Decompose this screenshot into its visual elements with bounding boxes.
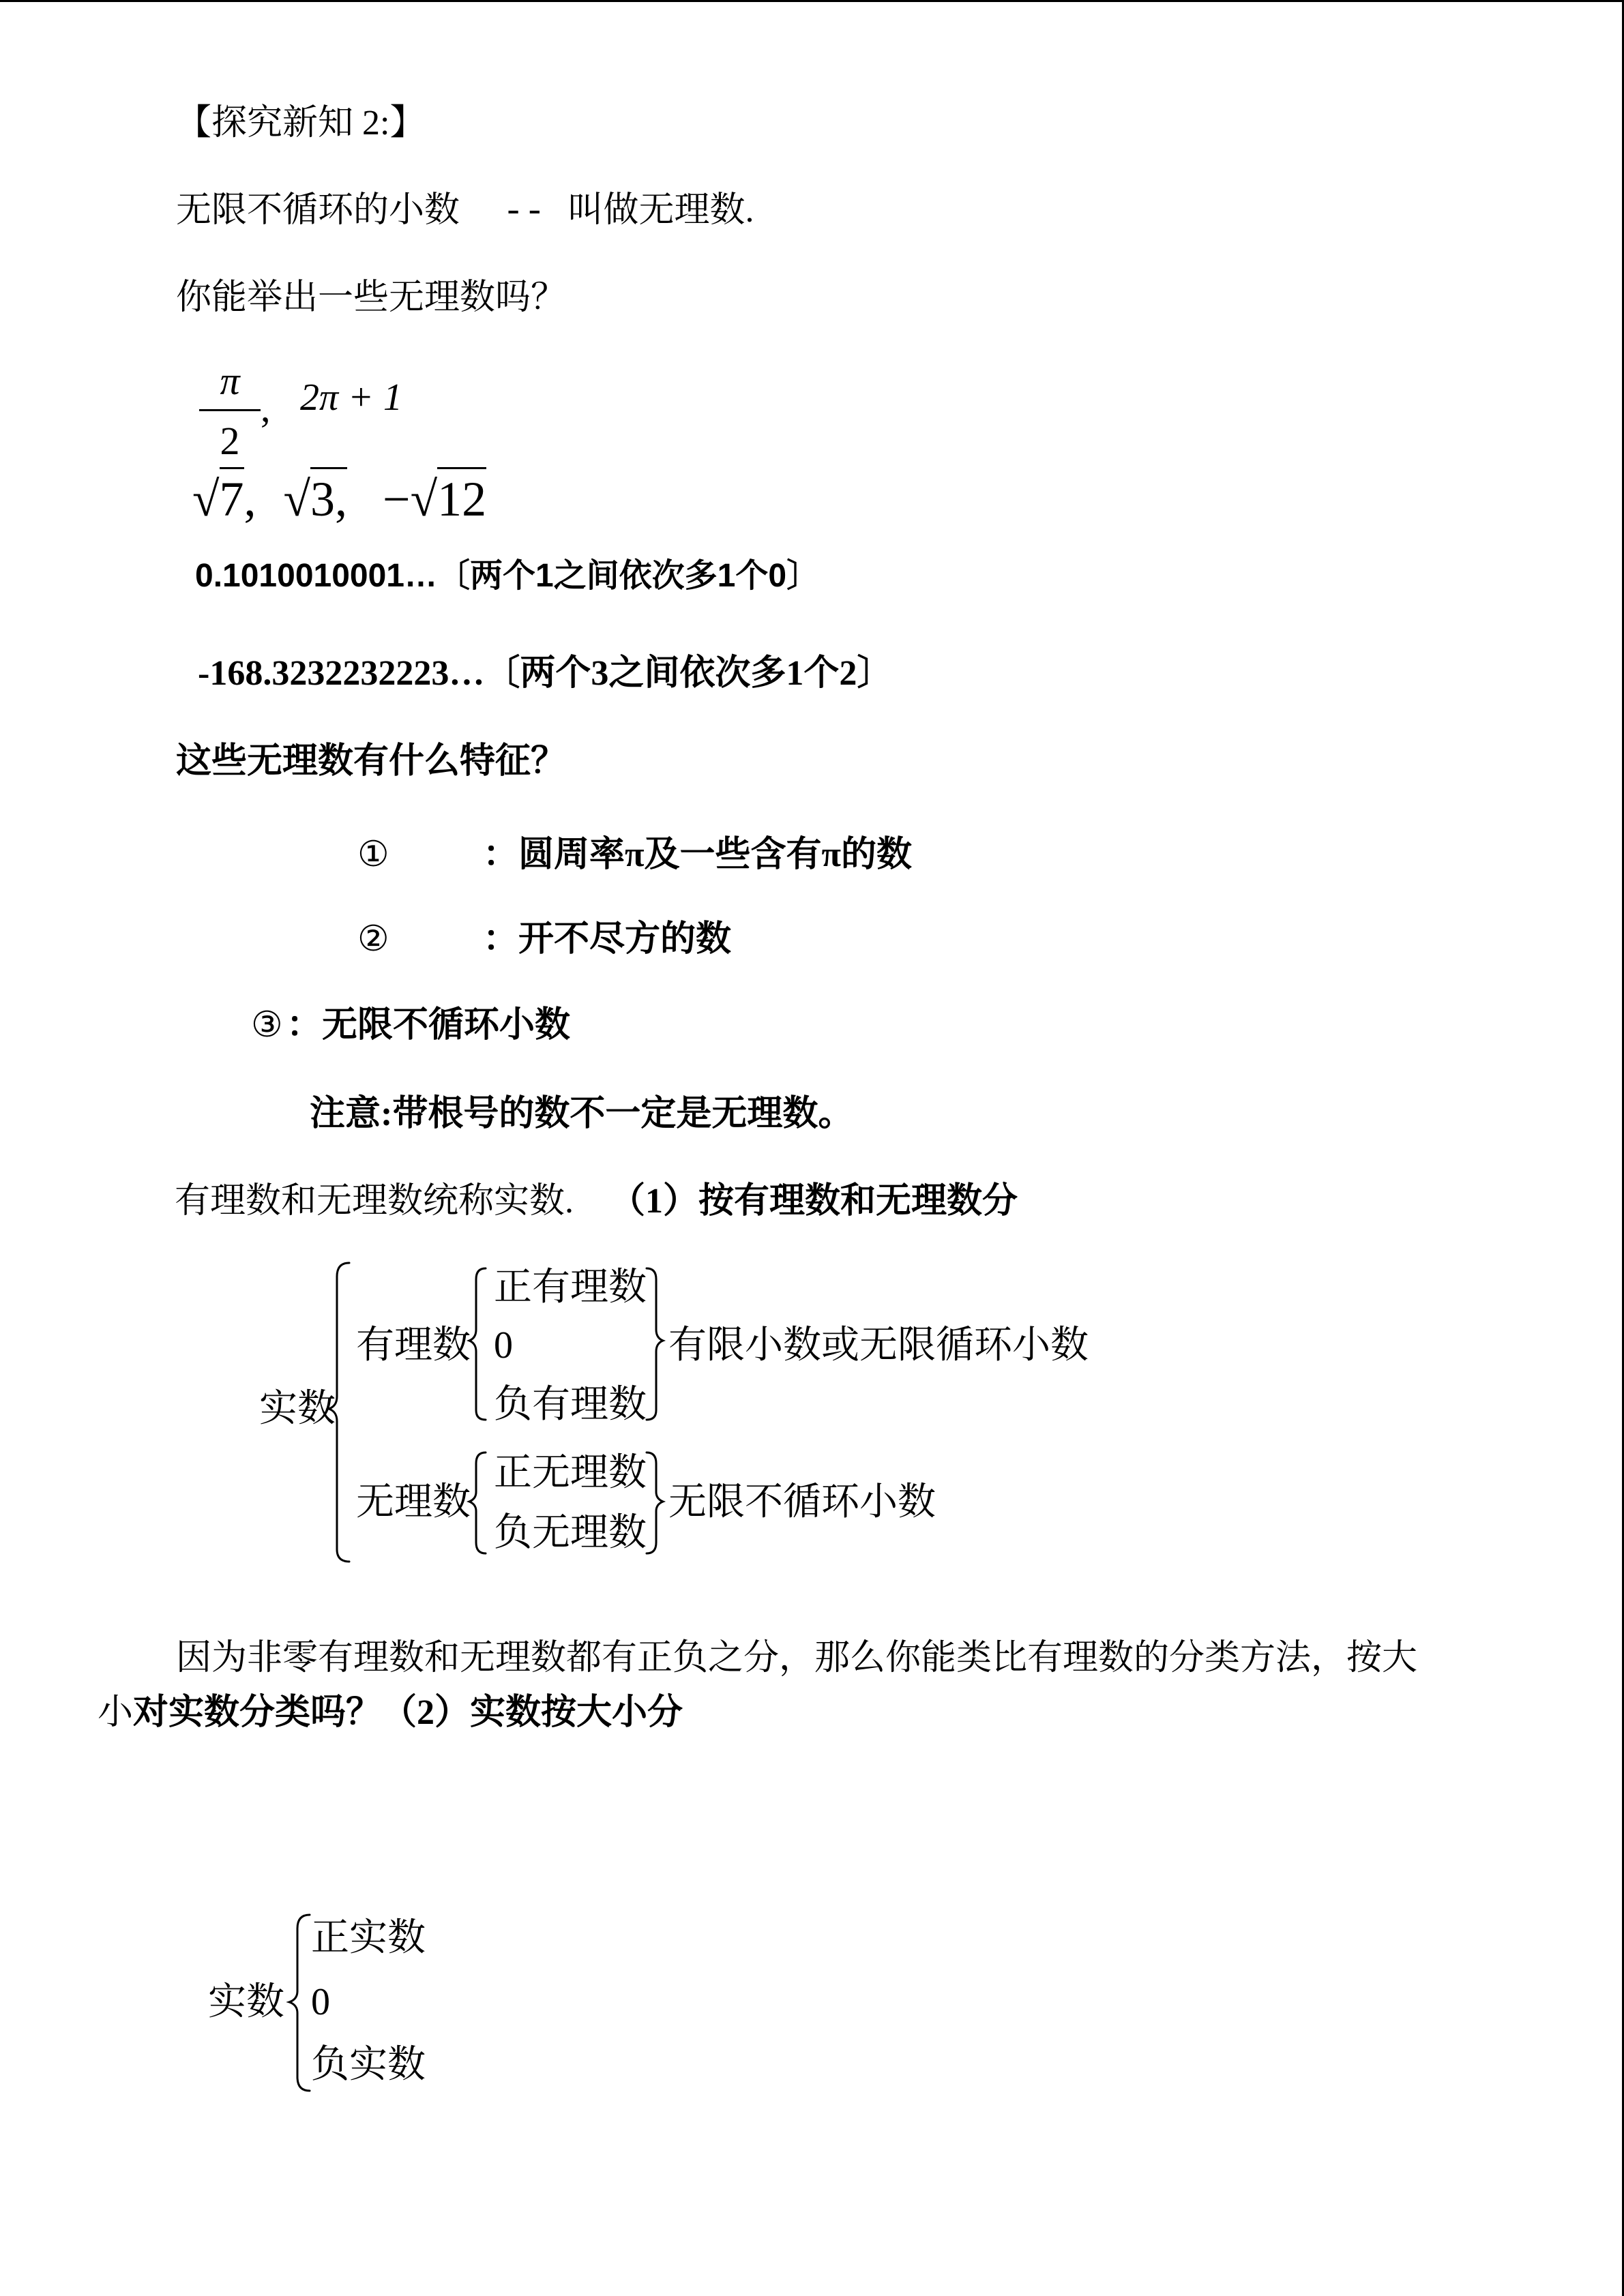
fraction-numerator: π <box>220 359 240 403</box>
tree1-rational-note: 有限小数或无限循环小数 <box>668 1324 1089 1367</box>
feature-1-mark: ① <box>357 835 389 874</box>
radical-icon: √ <box>192 472 220 526</box>
real-definition-text: 有理数和无理数统称实数. <box>175 1182 574 1221</box>
definition-tail: 叫做无理数. <box>567 191 754 230</box>
tree2-positive-real: 正实数 <box>311 1917 426 1959</box>
brace-left-icon <box>289 1915 310 2091</box>
negative-sign: − <box>383 472 411 526</box>
tree1-irrational-note: 无限不循环小数 <box>668 1481 936 1523</box>
tree1-irrational-label: 无理数 <box>356 1481 471 1523</box>
note-line: 注意:带根号的数不一定是无理数。 <box>310 1094 854 1133</box>
tree1-rational-label: 有理数 <box>356 1324 471 1367</box>
feature-3-text: ：无限不循环小数 <box>286 1006 571 1045</box>
paragraph-line-1: 因为非零有理数和无理数都有正负之分，那么你能类比有理数的分类方法，按大 <box>176 1639 1418 1678</box>
radicand-3: 3, <box>310 467 347 526</box>
tree1-negative-rational: 负有理数 <box>494 1384 647 1426</box>
brace-left-icon <box>329 1263 349 1562</box>
definition-dash: -- <box>503 192 546 233</box>
tree1-positive-irrational: 正无理数 <box>494 1452 647 1494</box>
feature-2-mark: ② <box>357 920 389 959</box>
tree1-zero: 0 <box>494 1324 513 1367</box>
classification-method-1: （1）按有理数和无理数分 <box>610 1182 1018 1221</box>
feature-1-text: ：圆周率π及一些含有π的数 <box>483 835 912 874</box>
definition-lead: 无限不循环的小数 <box>176 191 460 230</box>
brace-left-icon <box>469 1268 486 1420</box>
brace-right-icon <box>647 1452 663 1553</box>
question-features: 这些无理数有什么特征？ <box>176 742 567 781</box>
tree1-positive-rational: 正有理数 <box>494 1266 647 1309</box>
feature-3-mark: ③ <box>251 1006 283 1045</box>
radicand-7: 7 <box>220 467 244 526</box>
feature-2-text: ：开不尽方的数 <box>483 920 732 959</box>
radical-icon: √ <box>410 472 438 526</box>
section-heading: 【探究新知 2:】 <box>176 104 426 143</box>
decimal-example-1: 0.1010010001…〔两个1之间依次多1个0〕 <box>195 558 820 594</box>
classification-method-2: 对实数分类吗？（2）实数按大小分 <box>133 1693 683 1732</box>
tree2-zero: 0 <box>311 1981 330 2023</box>
fraction-denominator: 2 <box>220 419 240 463</box>
fraction-comma: , <box>261 386 271 430</box>
paragraph-line-2 <box>98 1695 683 1731</box>
tree2-root-label: 实数 <box>208 1981 284 2023</box>
brace-left-icon <box>469 1452 486 1553</box>
radicand-12: 12 <box>437 467 486 526</box>
paragraph-line-2-plain: 小 <box>98 1693 134 1732</box>
radical-icon: √ <box>283 472 311 526</box>
decimal-example-2: -168.3232232223…〔两个3之间依次多1个2〕 <box>198 654 893 693</box>
tree1-root-label: 实数 <box>259 1388 336 1430</box>
tree2-negative-real: 负实数 <box>311 2044 426 2086</box>
question-examples: 你能举出一些无理数吗？ <box>176 278 567 317</box>
brace-right-icon <box>647 1268 663 1420</box>
comma: , <box>243 472 256 526</box>
tree1-negative-irrational: 负无理数 <box>494 1512 647 1554</box>
expression-2pi-plus-1: 2π + 1 <box>300 376 402 419</box>
